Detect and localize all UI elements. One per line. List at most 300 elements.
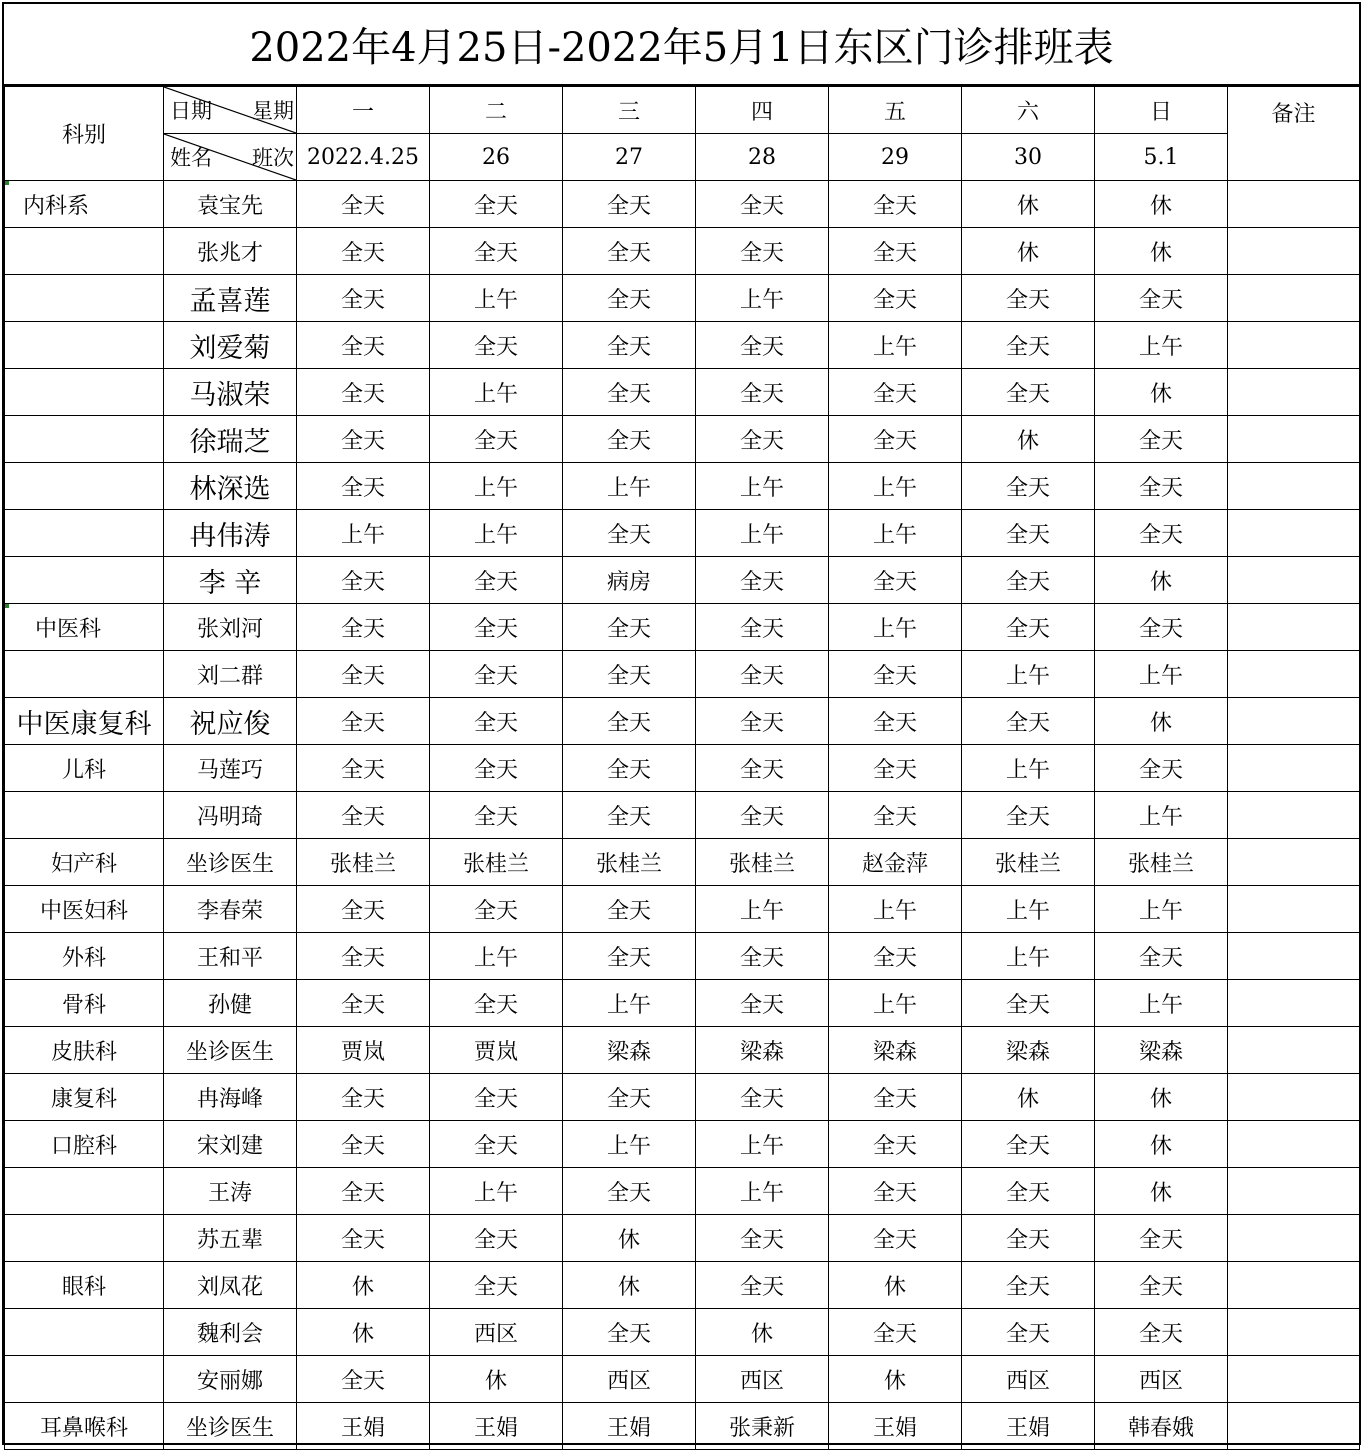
shift-cell: 西区 bbox=[696, 1356, 829, 1403]
dept-cell bbox=[5, 792, 164, 839]
shift-cell: 休 bbox=[1095, 1121, 1228, 1168]
shift-cell: 全天 bbox=[962, 557, 1095, 604]
shift-cell: 上午 bbox=[1095, 886, 1228, 933]
name-cell: 冉伟涛 bbox=[164, 510, 297, 557]
dept-cell: 皮肤科 bbox=[5, 1027, 164, 1074]
shift-cell: 全天 bbox=[563, 1168, 696, 1215]
dept-cell: 康复科 bbox=[5, 1074, 164, 1121]
name-cell: 林深选 bbox=[164, 463, 297, 510]
shift-cell: 全天 bbox=[1095, 275, 1228, 322]
shift-cell: 西区 bbox=[563, 1356, 696, 1403]
dept-cell: 外科 bbox=[5, 933, 164, 980]
shift-cell: 上午 bbox=[563, 463, 696, 510]
date-6: 30 bbox=[962, 134, 1095, 181]
shift-cell: 休 bbox=[1095, 228, 1228, 275]
remark-cell bbox=[1228, 1356, 1360, 1403]
table-row bbox=[5, 1215, 1360, 1262]
shift-cell: 全天 bbox=[297, 463, 430, 510]
dept-cell bbox=[5, 369, 164, 416]
shift-cell: 上午 bbox=[1095, 792, 1228, 839]
name-cell: 宋刘建 bbox=[164, 1121, 297, 1168]
dept-cell: 口腔科 bbox=[5, 1121, 164, 1168]
table-row bbox=[5, 369, 1360, 416]
name-cell: 王涛 bbox=[164, 1168, 297, 1215]
remark-cell bbox=[1228, 980, 1360, 1027]
shift-cell: 休 bbox=[563, 1262, 696, 1309]
shift-cell: 上午 bbox=[430, 463, 563, 510]
shift-cell: 全天 bbox=[297, 1168, 430, 1215]
shift-cell: 全天 bbox=[696, 416, 829, 463]
shift-cell: 休 bbox=[962, 416, 1095, 463]
remark-cell bbox=[1228, 745, 1360, 792]
shift-cell: 全天 bbox=[563, 322, 696, 369]
shift-cell: 全天 bbox=[563, 275, 696, 322]
remark-cell bbox=[1228, 651, 1360, 698]
shift-cell: 休 bbox=[1095, 1074, 1228, 1121]
shift-cell: 上午 bbox=[829, 886, 962, 933]
shift-cell: 赵金萍 bbox=[829, 839, 962, 886]
remark-cell bbox=[1228, 369, 1360, 416]
dept-header: 科别 bbox=[5, 87, 164, 181]
shift-cell: 休 bbox=[962, 228, 1095, 275]
shift-cell: 全天 bbox=[829, 651, 962, 698]
shift-cell: 全天 bbox=[297, 745, 430, 792]
table-row bbox=[5, 1168, 1360, 1215]
shift-cell: 全天 bbox=[962, 322, 1095, 369]
dept-cell bbox=[5, 557, 164, 604]
name-cell: 袁宝先 bbox=[164, 181, 297, 228]
shift-cell: 全天 bbox=[563, 792, 696, 839]
weekday-2: 二 bbox=[430, 87, 563, 134]
shift-cell: 上午 bbox=[696, 463, 829, 510]
shift-cell: 全天 bbox=[563, 651, 696, 698]
name-cell: 刘二群 bbox=[164, 651, 297, 698]
shift-cell: 全天 bbox=[962, 275, 1095, 322]
shift-cell: 全天 bbox=[696, 322, 829, 369]
name-cell: 坐诊医生 bbox=[164, 1027, 297, 1074]
shift-cell: 全天 bbox=[962, 792, 1095, 839]
shift-cell: 上午 bbox=[1095, 322, 1228, 369]
cell-marker-icon bbox=[5, 604, 9, 608]
weekday-label: 星期 bbox=[252, 99, 294, 123]
shift-cell: 全天 bbox=[297, 228, 430, 275]
table-row bbox=[5, 1356, 1360, 1403]
shift-cell: 上午 bbox=[829, 463, 962, 510]
shift-cell: 休 bbox=[696, 1309, 829, 1356]
weekday-1: 一 bbox=[297, 87, 430, 134]
dept-cell bbox=[5, 322, 164, 369]
shift-cell: 全天 bbox=[829, 792, 962, 839]
shift-cell: 上午 bbox=[563, 1121, 696, 1168]
shift-cell: 全天 bbox=[962, 980, 1095, 1027]
shift-cell: 全天 bbox=[563, 886, 696, 933]
dept-cell: 骨科 bbox=[5, 980, 164, 1027]
name-shift-corner bbox=[164, 134, 297, 181]
name-cell: 坐诊医生 bbox=[164, 1403, 297, 1450]
shift-cell: 全天 bbox=[297, 1074, 430, 1121]
shift-cell: 全天 bbox=[563, 1309, 696, 1356]
shift-cell: 全天 bbox=[297, 322, 430, 369]
shift-cell: 全天 bbox=[430, 557, 563, 604]
shift-cell: 全天 bbox=[829, 1215, 962, 1262]
name-cell: 祝应俊 bbox=[164, 698, 297, 745]
shift-cell: 全天 bbox=[563, 228, 696, 275]
weekday-7: 日 bbox=[1095, 87, 1228, 134]
remarks-header bbox=[1228, 87, 1360, 181]
remark-cell bbox=[1228, 416, 1360, 463]
shift-cell: 休 bbox=[430, 1356, 563, 1403]
table-row bbox=[5, 745, 1360, 792]
shift-cell: 休 bbox=[1095, 1168, 1228, 1215]
name-cell: 马莲巧 bbox=[164, 745, 297, 792]
shift-cell: 休 bbox=[962, 1074, 1095, 1121]
shift-cell: 全天 bbox=[297, 886, 430, 933]
shift-cell: 全天 bbox=[297, 933, 430, 980]
shift-cell: 梁森 bbox=[962, 1027, 1095, 1074]
shift-cell: 王娟 bbox=[829, 1403, 962, 1450]
shift-cell: 全天 bbox=[962, 510, 1095, 557]
name-cell: 孟喜莲 bbox=[164, 275, 297, 322]
dept-cell bbox=[5, 463, 164, 510]
shift-cell: 全天 bbox=[563, 604, 696, 651]
remark-cell bbox=[1228, 933, 1360, 980]
shift-cell: 休 bbox=[829, 1262, 962, 1309]
shift-cell: 全天 bbox=[430, 228, 563, 275]
remark-cell bbox=[1228, 1168, 1360, 1215]
name-cell: 李春荣 bbox=[164, 886, 297, 933]
remark-cell bbox=[1228, 557, 1360, 604]
shift-cell: 全天 bbox=[430, 698, 563, 745]
shift-cell: 全天 bbox=[829, 745, 962, 792]
shift-cell: 张秉新 bbox=[696, 1403, 829, 1450]
shift-cell: 西区 bbox=[1095, 1356, 1228, 1403]
shift-cell: 上午 bbox=[696, 886, 829, 933]
dept-cell: 中医妇科 bbox=[5, 886, 164, 933]
shift-cell: 全天 bbox=[696, 1215, 829, 1262]
shift-cell: 全天 bbox=[696, 228, 829, 275]
shift-cell: 上午 bbox=[696, 1168, 829, 1215]
shift-cell: 全天 bbox=[563, 745, 696, 792]
shift-cell: 上午 bbox=[696, 1121, 829, 1168]
dept-cell: 眼科 bbox=[5, 1262, 164, 1309]
shift-cell: 全天 bbox=[1095, 1309, 1228, 1356]
shift-cell: 全天 bbox=[297, 1215, 430, 1262]
shift-cell: 全天 bbox=[1095, 604, 1228, 651]
weekday-5: 五 bbox=[829, 87, 962, 134]
shift-cell: 全天 bbox=[962, 1262, 1095, 1309]
shift-cell: 全天 bbox=[430, 980, 563, 1027]
shift-cell: 全天 bbox=[829, 416, 962, 463]
shift-cell: 梁森 bbox=[1095, 1027, 1228, 1074]
shift-cell: 全天 bbox=[563, 369, 696, 416]
shift-cell: 休 bbox=[1095, 369, 1228, 416]
dept-cell: 中医康复科 bbox=[5, 698, 164, 745]
shift-cell: 全天 bbox=[297, 1356, 430, 1403]
remark-cell bbox=[1228, 792, 1360, 839]
shift-cell: 病房 bbox=[563, 557, 696, 604]
table-row bbox=[5, 228, 1360, 275]
date-1: 2022.4.25 bbox=[297, 134, 430, 181]
weekday-6: 六 bbox=[962, 87, 1095, 134]
shift-cell: 全天 bbox=[430, 1121, 563, 1168]
shift-cell: 全天 bbox=[1095, 933, 1228, 980]
shift-cell: 全天 bbox=[430, 886, 563, 933]
name-cell: 魏利会 bbox=[164, 1309, 297, 1356]
shift-cell: 全天 bbox=[696, 1074, 829, 1121]
shift-cell: 梁森 bbox=[563, 1027, 696, 1074]
shift-cell: 上午 bbox=[696, 275, 829, 322]
shift-cell: 全天 bbox=[829, 1309, 962, 1356]
remark-cell bbox=[1228, 1403, 1360, 1450]
date-3: 27 bbox=[563, 134, 696, 181]
shift-cell: 上午 bbox=[829, 510, 962, 557]
table-row bbox=[5, 275, 1360, 322]
name-cell: 冯明琦 bbox=[164, 792, 297, 839]
name-cell: 王和平 bbox=[164, 933, 297, 980]
name-cell: 冉海峰 bbox=[164, 1074, 297, 1121]
name-label: 姓名 bbox=[170, 146, 212, 170]
dept-cell: 中医科 bbox=[5, 604, 164, 651]
table-row bbox=[5, 557, 1360, 604]
table-row bbox=[5, 792, 1360, 839]
table-row bbox=[5, 1262, 1360, 1309]
shift-cell: 全天 bbox=[297, 792, 430, 839]
shift-cell: 全天 bbox=[1095, 510, 1228, 557]
shift-cell: 贾岚 bbox=[297, 1027, 430, 1074]
shift-cell: 全天 bbox=[297, 369, 430, 416]
table-row bbox=[5, 322, 1360, 369]
header-row-date bbox=[5, 134, 1360, 181]
shift-cell: 上午 bbox=[297, 510, 430, 557]
shift-cell: 全天 bbox=[430, 792, 563, 839]
shift-cell: 张桂兰 bbox=[696, 839, 829, 886]
date-5: 29 bbox=[829, 134, 962, 181]
dept-cell bbox=[5, 228, 164, 275]
shift-cell: 全天 bbox=[962, 1309, 1095, 1356]
shift-cell: 全天 bbox=[696, 557, 829, 604]
shift-cell: 全天 bbox=[696, 181, 829, 228]
shift-cell: 全天 bbox=[297, 416, 430, 463]
date-2: 26 bbox=[430, 134, 563, 181]
shift-cell: 张桂兰 bbox=[297, 839, 430, 886]
cell-marker-icon bbox=[5, 181, 9, 185]
shift-cell: 休 bbox=[1095, 181, 1228, 228]
shift-cell: 全天 bbox=[297, 604, 430, 651]
shift-cell: 全天 bbox=[696, 933, 829, 980]
shift-cell: 全天 bbox=[563, 510, 696, 557]
shift-cell: 全天 bbox=[696, 604, 829, 651]
table-row bbox=[5, 886, 1360, 933]
shift-cell: 全天 bbox=[696, 792, 829, 839]
shift-label: 班次 bbox=[252, 146, 294, 170]
shift-cell: 全天 bbox=[696, 369, 829, 416]
dept-cell bbox=[5, 1215, 164, 1262]
shift-cell: 全天 bbox=[696, 745, 829, 792]
remark-cell bbox=[1228, 1027, 1360, 1074]
shift-cell: 全天 bbox=[962, 1121, 1095, 1168]
shift-cell: 上午 bbox=[1095, 980, 1228, 1027]
remarks-label: 备注 bbox=[1271, 102, 1316, 127]
dept-cell bbox=[5, 1168, 164, 1215]
shift-cell: 上午 bbox=[430, 1168, 563, 1215]
shift-cell: 梁森 bbox=[696, 1027, 829, 1074]
shift-cell: 全天 bbox=[430, 1262, 563, 1309]
remark-cell bbox=[1228, 1215, 1360, 1262]
date-weekday-corner bbox=[164, 87, 297, 134]
shift-cell: 全天 bbox=[430, 322, 563, 369]
shift-cell: 全天 bbox=[829, 557, 962, 604]
table-row bbox=[5, 1309, 1360, 1356]
shift-cell: 休 bbox=[297, 1309, 430, 1356]
dept-cell bbox=[5, 416, 164, 463]
table-row bbox=[5, 604, 1360, 651]
remark-cell bbox=[1228, 181, 1360, 228]
table-row bbox=[5, 651, 1360, 698]
shift-cell: 上午 bbox=[430, 510, 563, 557]
dept-cell bbox=[5, 1309, 164, 1356]
shift-cell: 全天 bbox=[696, 1262, 829, 1309]
shift-cell: 全天 bbox=[297, 181, 430, 228]
remark-cell bbox=[1228, 839, 1360, 886]
remark-cell bbox=[1228, 698, 1360, 745]
shift-cell: 梁森 bbox=[829, 1027, 962, 1074]
shift-cell: 全天 bbox=[829, 1074, 962, 1121]
name-cell: 刘爱菊 bbox=[164, 322, 297, 369]
name-cell: 李 辛 bbox=[164, 557, 297, 604]
dept-cell bbox=[5, 510, 164, 557]
name-cell: 坐诊医生 bbox=[164, 839, 297, 886]
header-row-weekday bbox=[5, 87, 1360, 134]
table-row bbox=[5, 181, 1360, 228]
shift-cell: 全天 bbox=[563, 933, 696, 980]
shift-cell: 全天 bbox=[829, 698, 962, 745]
shift-cell: 全天 bbox=[297, 980, 430, 1027]
name-cell: 张刘河 bbox=[164, 604, 297, 651]
shift-cell: 上午 bbox=[962, 933, 1095, 980]
dept-cell bbox=[5, 651, 164, 698]
shift-cell: 全天 bbox=[430, 745, 563, 792]
shift-cell: 全天 bbox=[962, 369, 1095, 416]
dept-cell: 儿科 bbox=[5, 745, 164, 792]
shift-cell: 全天 bbox=[829, 1168, 962, 1215]
shift-cell: 全天 bbox=[962, 698, 1095, 745]
dept-cell: 耳鼻喉科 bbox=[5, 1403, 164, 1450]
shift-cell: 王娟 bbox=[563, 1403, 696, 1450]
shift-cell: 张桂兰 bbox=[563, 839, 696, 886]
table-row bbox=[5, 463, 1360, 510]
shift-cell: 王娟 bbox=[297, 1403, 430, 1450]
shift-cell: 上午 bbox=[563, 980, 696, 1027]
shift-cell: 全天 bbox=[430, 1074, 563, 1121]
shift-cell: 全天 bbox=[297, 1121, 430, 1168]
shift-cell: 西区 bbox=[962, 1356, 1095, 1403]
remark-cell bbox=[1228, 510, 1360, 557]
name-cell: 徐瑞芝 bbox=[164, 416, 297, 463]
name-cell: 安丽娜 bbox=[164, 1356, 297, 1403]
shift-cell: 休 bbox=[962, 181, 1095, 228]
shift-cell: 全天 bbox=[1095, 1262, 1228, 1309]
shift-cell: 全天 bbox=[430, 1215, 563, 1262]
date-4: 28 bbox=[696, 134, 829, 181]
shift-cell: 上午 bbox=[829, 604, 962, 651]
shift-cell: 全天 bbox=[829, 933, 962, 980]
shift-cell: 上午 bbox=[962, 745, 1095, 792]
remark-cell bbox=[1228, 1309, 1360, 1356]
shift-cell: 贾岚 bbox=[430, 1027, 563, 1074]
shift-cell: 韩春娥 bbox=[1095, 1403, 1228, 1450]
table-row bbox=[5, 510, 1360, 557]
shift-cell: 全天 bbox=[962, 604, 1095, 651]
weekday-4: 四 bbox=[696, 87, 829, 134]
remark-cell bbox=[1228, 463, 1360, 510]
shift-cell: 上午 bbox=[430, 369, 563, 416]
shift-cell: 休 bbox=[563, 1215, 696, 1262]
shift-cell: 全天 bbox=[829, 228, 962, 275]
shift-cell: 全天 bbox=[430, 181, 563, 228]
shift-cell: 全天 bbox=[696, 698, 829, 745]
shift-cell: 上午 bbox=[430, 933, 563, 980]
schedule-table bbox=[4, 86, 1360, 1450]
remark-cell bbox=[1228, 604, 1360, 651]
shift-cell: 张桂兰 bbox=[1095, 839, 1228, 886]
shift-cell: 全天 bbox=[563, 181, 696, 228]
shift-cell: 全天 bbox=[962, 1168, 1095, 1215]
shift-cell: 全天 bbox=[430, 416, 563, 463]
date-7: 5.1 bbox=[1095, 134, 1228, 181]
table-row bbox=[5, 1074, 1360, 1121]
remark-cell bbox=[1228, 1121, 1360, 1168]
table-row bbox=[5, 1121, 1360, 1168]
shift-cell: 全天 bbox=[829, 181, 962, 228]
table-row bbox=[5, 839, 1360, 886]
shift-cell: 上午 bbox=[962, 886, 1095, 933]
name-cell: 刘凤花 bbox=[164, 1262, 297, 1309]
shift-cell: 全天 bbox=[696, 651, 829, 698]
weekday-3: 三 bbox=[563, 87, 696, 134]
name-cell: 苏五辈 bbox=[164, 1215, 297, 1262]
shift-cell: 全天 bbox=[297, 651, 430, 698]
shift-cell: 全天 bbox=[563, 1074, 696, 1121]
shift-cell: 全天 bbox=[1095, 416, 1228, 463]
shift-cell: 全天 bbox=[563, 416, 696, 463]
shift-cell: 张桂兰 bbox=[430, 839, 563, 886]
shift-cell: 全天 bbox=[430, 651, 563, 698]
shift-cell: 休 bbox=[1095, 557, 1228, 604]
name-cell: 孙健 bbox=[164, 980, 297, 1027]
shift-cell: 王娟 bbox=[962, 1403, 1095, 1450]
shift-cell: 全天 bbox=[297, 698, 430, 745]
shift-cell: 全天 bbox=[696, 980, 829, 1027]
shift-cell: 全天 bbox=[1095, 745, 1228, 792]
shift-cell: 全天 bbox=[829, 1121, 962, 1168]
shift-cell: 全天 bbox=[430, 604, 563, 651]
shift-cell: 全天 bbox=[1095, 463, 1228, 510]
dept-cell: 内科系 bbox=[5, 181, 164, 228]
dept-cell: 妇产科 bbox=[5, 839, 164, 886]
shift-cell: 王娟 bbox=[430, 1403, 563, 1450]
table-row bbox=[5, 698, 1360, 745]
name-cell: 马淑荣 bbox=[164, 369, 297, 416]
name-cell: 张兆才 bbox=[164, 228, 297, 275]
shift-cell: 全天 bbox=[962, 1215, 1095, 1262]
dept-cell bbox=[5, 275, 164, 322]
remark-cell bbox=[1228, 228, 1360, 275]
shift-cell: 上午 bbox=[829, 322, 962, 369]
shift-cell: 全天 bbox=[297, 275, 430, 322]
shift-cell: 张桂兰 bbox=[962, 839, 1095, 886]
shift-cell: 全天 bbox=[962, 463, 1095, 510]
shift-cell: 休 bbox=[1095, 698, 1228, 745]
